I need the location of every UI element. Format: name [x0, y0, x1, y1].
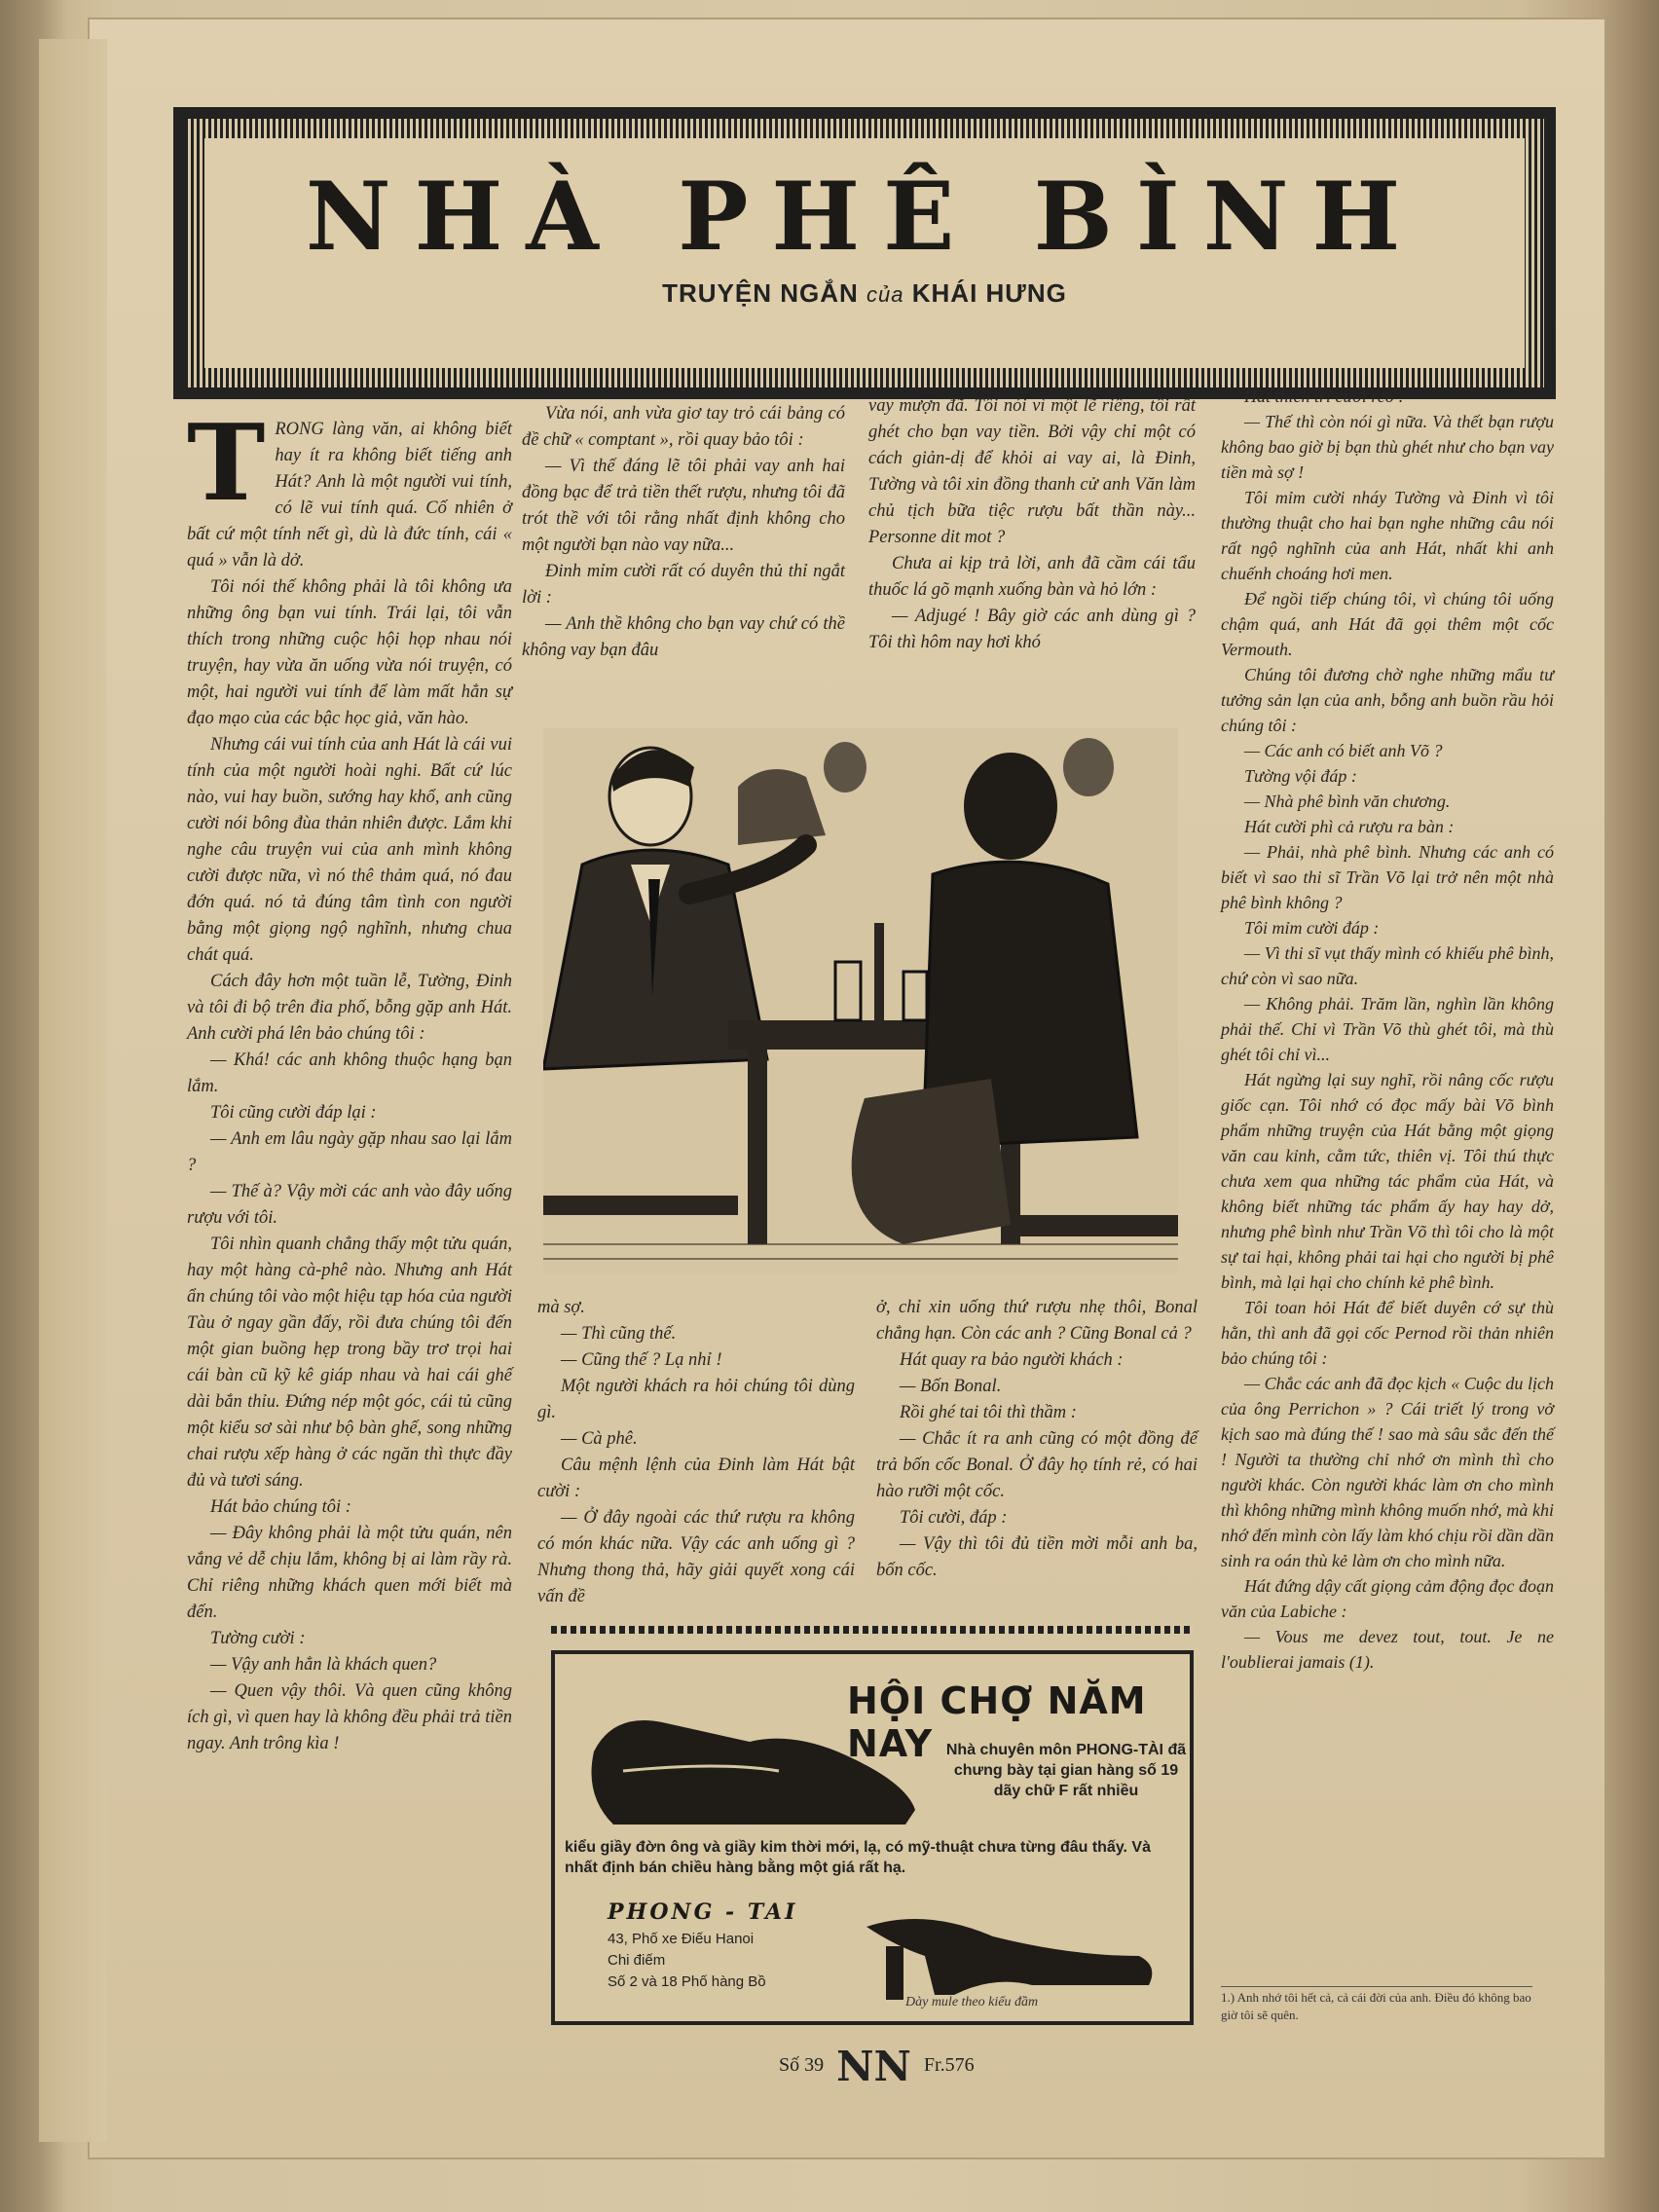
footnote: 1.) Anh nhớ tôi hết cả, cả cái đời của anh. Điều đó không bao giờ tôi sẽ quên. — [1221, 1986, 1532, 2024]
issue-number: Số 39 — [779, 2054, 825, 2077]
paragraph: — Anh thề không cho bạn vay chứ có thề không vay bạn đâu — [522, 614, 845, 660]
paragraph: Hát quay ra bảo người khách : — [900, 1350, 1124, 1370]
paragraph: — Vậy anh hẳn là khách quen? — [210, 1655, 437, 1675]
ad-address — [608, 1929, 766, 1993]
article-byline — [204, 278, 1525, 309]
paragraph: — Các anh có biết anh Võ ? — [1244, 741, 1443, 760]
paragraph: Rồi ghé tai tôi thì thầm : — [900, 1403, 1077, 1422]
paragraph: — Thế à? Vậy mời các anh vào đây uống rượu với tôi. — [187, 1182, 512, 1228]
paragraph: Chưa ai kịp trả lời, anh đã cầm cái tẩu thuốc lá gõ mạnh xuống bàn và hỏ lớn : — [868, 554, 1196, 600]
masthead-inner — [204, 138, 1525, 368]
drop-cap: T — [187, 402, 266, 525]
paragraph: Vừa nói, anh vừa giơ tay trỏ cái bảng có đề chữ « comptant », rồi quay bảo tôi : — [522, 404, 845, 450]
paragraph: RONG làng văn, ai không biết hay ít ra không biết tiếng anh Hát? Anh là một người vui tính, có lẽ vui tính quá. Cố nhiên ở bất cứ một tính nết gì, dù là đức tính, cái « quá » vẫn là dở. — [187, 420, 512, 571]
column-4 — [1221, 384, 1554, 1675]
paragraph: Hát bảo chúng tôi : — [210, 1497, 351, 1517]
paragraph: — Nhà phê bình văn chương. — [1244, 792, 1451, 811]
page-number: Fr.576 — [923, 2054, 975, 2077]
paragraph: Tôi nhìn quanh chẳng thấy một tửu quán, hay một hàng cà-phê nào. Nhưng anh Hát ẩn chúng tôi vào một hiệu tạp hóa của người Tàu ở ngay gần đấy, rồi đưa chúng tôi đến một gian buồng hẹp trong bầy trơ trọi hai cái bàn cũ kỹ kê giáp nhau và hai cái ghế dài bắn thỉu. Đứng nép một góc, cái tủ cũng một kiểu sơ sài như bộ bàn ghế, song những chai rượu xếp hàng ở các ngăn thì thực đầy đủ và tươi sáng. — [187, 1235, 512, 1491]
ad-body: Nhà chuyên môn PHONG-TÀI đã chưng bày tại gian hàng số 19 dãy chữ F rất nhiều — [945, 1742, 1187, 1799]
page-footer — [779, 2043, 975, 2090]
masthead-frame — [173, 107, 1556, 399]
paragraph: Tường cười : — [210, 1629, 306, 1648]
paragraph: — Khá! các anh không thuộc hạng bạn lắm. — [187, 1051, 512, 1096]
paragraph: — Quen vậy thôi. Và quen cũng không ích gì, vì quen hay là không đều phải trả tiền ngay. Anh trông kìa ! — [187, 1681, 512, 1753]
ad-address-line: Chi điếm — [608, 1952, 666, 1969]
paragraph: Một người khách ra hỏi chúng tôi dùng gì. — [537, 1377, 855, 1422]
paragraph: — Vì thi sĩ vụt thấy mình có khiếu phê bình, chứ còn vì sao nữa. — [1221, 943, 1554, 988]
magazine-logo: NN — [836, 2043, 911, 2090]
paragraph: Nhưng cái vui tính của anh Hát là cái vui tính của một người hoài nghi. Bất cứ lúc nào, vui hay buồn, sướng hay khổ, anh cũng cười nói bông đùa thản nhiên được. Lắm khi nghe câu truyện vui của anh mình không cười được nữa, vì nó thê thảm quá, nó đau đớn quá. nó tả đúng tâm tình con người bằng một giọng ngộ nghĩnh, nhưng chua chát quá. — [187, 735, 512, 965]
ad-title: HỘI CHỢ NĂM NAY — [847, 1679, 1147, 1765]
advertisement — [551, 1650, 1194, 2025]
paragraph: Cách đây hơn một tuần lễ, Tường, Đinh và tôi đi bộ trên đia phố, bỗng gặp anh Hát. Anh cười phá lên bảo chúng tôi : — [187, 972, 512, 1044]
paragraph: — Adjugé ! Bây giờ các anh dùng gì ? Tôi thì hôm nay hơi khó — [868, 607, 1196, 652]
paragraph: Tôi cười, đáp : — [900, 1508, 1008, 1528]
paragraph: Tường vội đáp : — [1244, 766, 1357, 786]
paragraph: — Ở đây ngoài các thứ rượu ra không có món khác nữa. Vậy các anh uống gì ? Nhưng thong thả, hãy giải quyết xong cái vấn đề — [537, 1508, 855, 1606]
paragraph: Tôi toan hỏi Hát để biết duyên cớ sự thù hằn, thì anh đã gọi cốc Pernod rồi thản nhiên bảo chúng tôi : — [1221, 1298, 1554, 1368]
paragraph: Đinh mỉm cười rất có duyên thủ thỉ ngắt lời : — [522, 562, 845, 608]
paragraph: vay mượn đã. Tôi nói vì một lẽ riêng, tôi rất ghét cho bạn vay tiền. Bởi vậy chỉ một có cách giản-dị để khỏi ai vay ai, là Đinh, Tường và tôi xin đồng thanh cử anh Văn làm chủ tịch bữa tiệc rượu bất thần này... Personne dit mot ? — [868, 396, 1196, 547]
paragraph: Hát ngừng lại suy nghĩ, rồi nâng cốc rượu giốc cạn. Tôi nhớ có đọc mấy bài Võ bình phẩm những truyện của Hát bằng một giọng văn cau kỉnh, cằm tức, thiên vị. Tôi thú thực chưa xem qua những tác phẩm của Hát, và không biết những tác phẩm ấy hay hay dở, nhưng phê bình như Trần Võ thì tôi cho là một sự tai hại, không phải tai hại cho người bị phê bình, mà lại hại cho chính kẻ phê bình. — [1221, 1070, 1554, 1292]
paragraph: Để ngồi tiếp chúng tôi, vì chúng tôi uống chậm quá, anh Hát đã gọi thêm một cốc Vermouth. — [1221, 589, 1554, 659]
byline-of: của — [866, 282, 904, 307]
paragraph: Hát đứng dậy cất giọng cảm động đọc đoạn văn của Labiche : — [1221, 1576, 1554, 1621]
column-2-bottom — [537, 1295, 855, 1610]
paragraph: mà sợ. — [537, 1298, 585, 1317]
page-fold-edge — [39, 39, 107, 2142]
article-title: NHÀ PHÊ BÌNH — [305, 162, 1424, 272]
womens-mule-icon — [847, 1898, 1168, 2005]
ad-caption: Dày mule theo kiểu đầm — [905, 1995, 1039, 2009]
paragraph: Tôi nói thế không phải là tôi không ưa những ông bạn vui tính. Trái lại, tôi vẫn thích trong những cuộc hội họp nhau nói truyện, hay vừa ăn uống vừa nói truyện, có một, hai người vui tính để làm mất hẳn sự đạo mạo của các bậc học giả, văn hào. — [187, 577, 512, 728]
paragraph: — Bốn Bonal. — [900, 1377, 1002, 1396]
bar-scene-illustration — [543, 728, 1178, 1273]
ad-address-line: Số 2 và 18 Phố hàng Bồ — [608, 1973, 766, 1990]
ad-description: kiểu giầy đờn ông và giầy kim thời mới, lạ, có mỹ-thuật chưa từng đâu thấy. Và nhất định bán chiều hàng bằng một giá rất hạ. — [565, 1839, 1151, 1876]
paragraph: — Không phải. Trăm lần, nghìn lần không phải thế. Chỉ vì Trần Võ thù ghét tôi, mà thù ghét tôi chỉ vì... — [1221, 994, 1554, 1064]
paragraph: — Đây không phải là một tửu quán, nên vắng vẻ dễ chịu lắm, không bị ai làm rầy rà. Chỉ riêng những khách quen mới biết mà đến. — [187, 1524, 512, 1622]
paragraph: — Vậy thì tôi đủ tiền mời mỗi anh ba, bốn cốc. — [876, 1534, 1198, 1580]
paragraph: Tôi mỉm cười đáp : — [1244, 918, 1380, 938]
paragraph: — Vì thế đáng lẽ tôi phải vay anh hai đồng bạc để trả tiền thết rượu, nhưng tôi đã trót thề với tôi rằng nhất định không cho một người bạn nào vay nữa... — [522, 457, 845, 555]
paragraph: Câu mệnh lệnh của Đinh làm Hát bật cười : — [537, 1456, 855, 1501]
ad-shop-name: PHONG - TAI — [608, 1899, 798, 1925]
paragraph: — Phải, nhà phê bình. Nhưng các anh có biết vì sao thi sĩ Trần Võ lại trở nên một nhà phê bình không ? — [1221, 842, 1554, 912]
column-1 — [187, 402, 512, 1757]
ad-address-line: 43, Phố xe Điếu Hanoi — [608, 1931, 755, 1947]
illustration-drawing — [543, 728, 1178, 1273]
paragraph: Hát thích trí cười reo : — [1244, 387, 1405, 406]
paragraph: — Cà phê. — [561, 1429, 638, 1449]
paragraph: Chúng tôi đương chờ nghe những mẩu tư tưởng sản lạn của anh, bỗng anh buồn rầu hỏi chúng tôi : — [1221, 665, 1554, 735]
paragraph: — Chắc các anh đã đọc kịch « Cuộc du lịch của ông Perrichon » ? Cái triết lý trong vở kịch sao mà đúng thế ! sao mà sâu sắc đến thế ! Người ta thường chỉ nhớ ơn mình thì cho người khác. Còn người khác làm ơn cho mình thì không những mình không muốn nhớ, mà khi nhớ đến mình còn lấy làm khó chịu rồi dần dần sinh ra oán thù kẻ làm ơn cho mình nữa. — [1221, 1374, 1554, 1570]
paragraph: — Vous me devez tout, tout. Je ne l'oublierai jamais (1). — [1221, 1627, 1554, 1672]
byline-genre: TRUYỆN NGẮN — [662, 278, 859, 308]
byline-author: KHÁI HƯNG — [911, 278, 1067, 308]
paragraph: — Thì cũng thế. — [561, 1324, 677, 1344]
paragraph: Tôi cũng cười đáp lại : — [210, 1103, 377, 1123]
paragraph: — Thế thì còn nói gì nữa. Và thết bạn rượu không bao giờ bị bạn thù ghét như cho bạn vay tiền mà sợ ! — [1221, 412, 1554, 482]
paragraph: Tôi mỉm cười nháy Tường và Đinh vì tôi thường thuật cho hai bạn nghe những câu nói rất ngộ nghĩnh của anh Hát, nhất khi anh chuếnh choáng hơi men. — [1221, 488, 1554, 583]
column-3-top — [868, 393, 1196, 656]
column-2-top — [522, 401, 845, 664]
paragraph: — Chắc ít ra anh cũng có một đồng để trả bốn cốc Bonal. Ở đây họ tính rẻ, có hai hào rưỡi một cốc. — [876, 1429, 1198, 1501]
paragraph: ở, chỉ xin uống thứ rượu nhẹ thôi, Bonal chẳng hạn. Còn các anh ? Cũng Bonal cả ? — [876, 1298, 1198, 1344]
column-3-bottom — [876, 1295, 1198, 1584]
ad-divider — [551, 1626, 1194, 1634]
paragraph: — Anh em lâu ngày gặp nhau sao lại lắm ? — [187, 1129, 512, 1175]
paragraph: — Cũng thế ? Lạ nhỉ ! — [561, 1350, 722, 1370]
paragraph: Hát cười phì cả rượu ra bàn : — [1244, 817, 1455, 836]
